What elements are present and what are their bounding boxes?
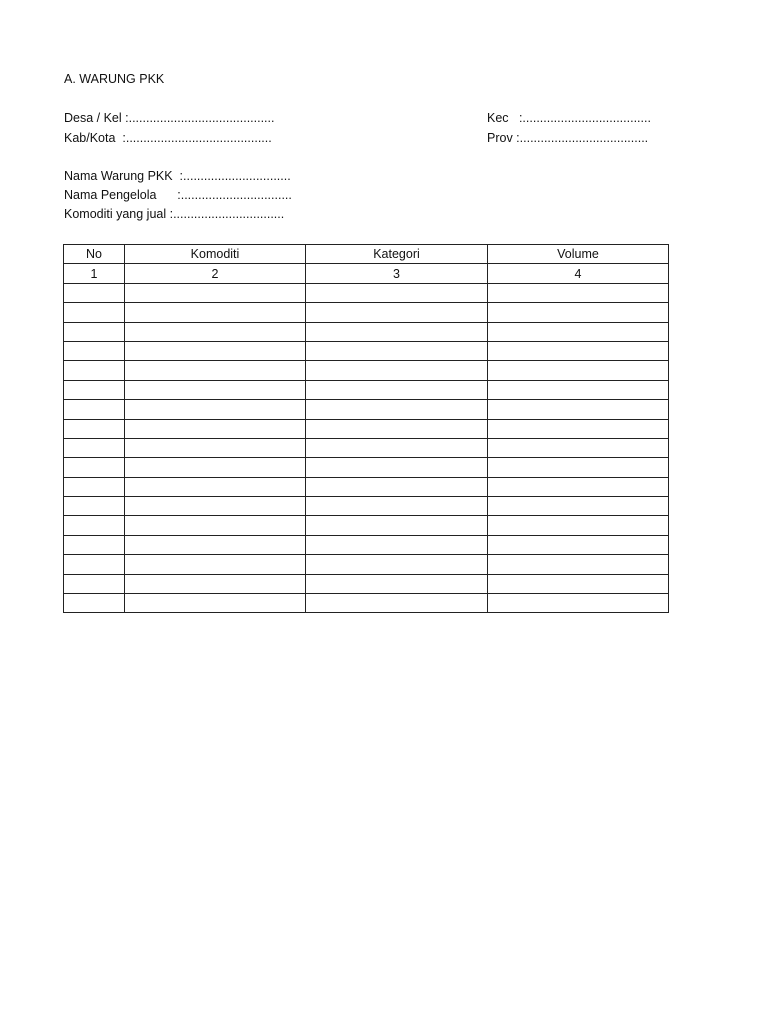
table-cell[interactable] [64,283,125,302]
table-cell[interactable] [488,283,669,302]
table-cell[interactable] [306,283,488,302]
table-cell[interactable] [64,400,125,419]
table-row [64,303,669,322]
column-number-row [64,264,669,283]
table-cell[interactable] [306,574,488,593]
table-cell[interactable] [64,535,125,554]
nama-pengelola-field: Nama Pengelola :................................ [64,188,292,202]
table-cell[interactable] [64,361,125,380]
header-kategori: Kategori [306,245,488,264]
table-row [64,400,669,419]
table-row [64,574,669,593]
table-cell[interactable] [306,516,488,535]
table-cell[interactable] [125,574,306,593]
table-row [64,322,669,341]
table-cell[interactable] [488,594,669,613]
komoditi-jual-field: Komoditi yang jual :................................ [64,207,285,221]
table-row [64,516,669,535]
table-cell[interactable] [64,497,125,516]
table-cell[interactable] [125,535,306,554]
table-cell[interactable] [64,419,125,438]
table-cell[interactable] [125,477,306,496]
table-cell[interactable] [64,438,125,457]
prov-field: Prov :..................................... [487,131,649,145]
table-row [64,283,669,302]
table-row [64,535,669,554]
table-row [64,438,669,457]
table-cell[interactable] [488,341,669,360]
table-cell[interactable] [306,458,488,477]
header-no: No [64,245,125,264]
table-cell[interactable] [488,555,669,574]
column-number-cell: 2 [125,264,306,283]
table-cell[interactable] [488,380,669,399]
table-cell[interactable] [64,458,125,477]
table-cell[interactable] [488,438,669,457]
table-row [64,341,669,360]
table-cell[interactable] [125,322,306,341]
table-cell[interactable] [306,535,488,554]
table-cell[interactable] [64,303,125,322]
table-cell[interactable] [488,477,669,496]
table-row [64,458,669,477]
table-cell[interactable] [125,594,306,613]
table-cell[interactable] [64,322,125,341]
table-cell[interactable] [64,516,125,535]
table-row [64,380,669,399]
table-cell[interactable] [64,380,125,399]
table-cell[interactable] [125,400,306,419]
table-row [64,419,669,438]
table-cell[interactable] [306,400,488,419]
table-cell[interactable] [306,477,488,496]
table-cell[interactable] [306,594,488,613]
column-number-cell: 1 [64,264,125,283]
column-number-cell: 4 [488,264,669,283]
table-header-row [64,245,669,264]
table-cell[interactable] [125,458,306,477]
table-cell[interactable] [125,497,306,516]
table-cell[interactable] [488,458,669,477]
table-row [64,361,669,380]
table-cell[interactable] [125,438,306,457]
commodity-table [63,244,669,613]
table-cell[interactable] [64,574,125,593]
header-volume: Volume [488,245,669,264]
table-cell[interactable] [306,341,488,360]
kec-field: Kec :..................................... [487,111,651,125]
table-cell[interactable] [64,477,125,496]
table-cell[interactable] [306,438,488,457]
table-cell[interactable] [125,380,306,399]
table-cell[interactable] [306,555,488,574]
table-cell[interactable] [64,341,125,360]
kab-kota-field: Kab/Kota :.......................................... [64,131,272,145]
table-row [64,477,669,496]
table-cell[interactable] [125,361,306,380]
table-cell[interactable] [125,419,306,438]
table-cell[interactable] [488,361,669,380]
table-cell[interactable] [488,400,669,419]
table-cell[interactable] [306,303,488,322]
form-title: A. WARUNG PKK [64,72,165,86]
table-row [64,497,669,516]
table-cell[interactable] [488,419,669,438]
table-cell[interactable] [488,516,669,535]
table-cell[interactable] [306,497,488,516]
nama-warung-field: Nama Warung PKK :............................... [64,169,291,183]
table-cell[interactable] [125,283,306,302]
table-cell[interactable] [125,303,306,322]
table-cell[interactable] [306,322,488,341]
table-cell[interactable] [306,380,488,399]
table-cell[interactable] [125,516,306,535]
table-cell[interactable] [488,574,669,593]
table-cell[interactable] [64,555,125,574]
table-cell[interactable] [125,555,306,574]
table-cell[interactable] [306,419,488,438]
table-cell[interactable] [125,341,306,360]
table-row [64,594,669,613]
desa-kel-field: Desa / Kel :.......................................... [64,111,275,125]
table-cell[interactable] [306,361,488,380]
table-row [64,555,669,574]
table-cell[interactable] [488,535,669,554]
table-cell[interactable] [488,322,669,341]
header-komoditi: Komoditi [125,245,306,264]
table-cell[interactable] [488,497,669,516]
column-number-cell: 3 [306,264,488,283]
table-cell[interactable] [488,303,669,322]
table-cell[interactable] [64,594,125,613]
